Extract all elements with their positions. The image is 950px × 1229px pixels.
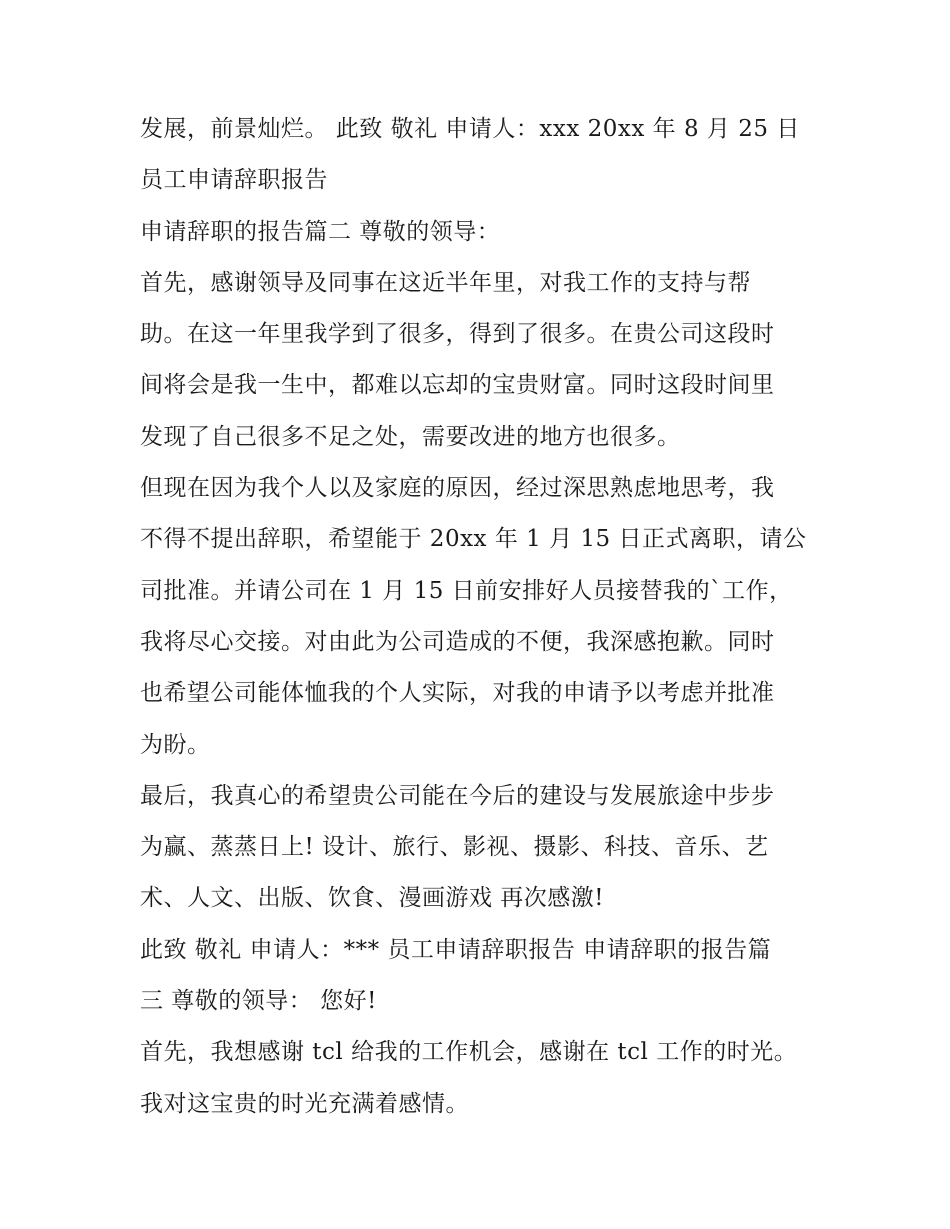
text-line: 发现了自己很多不足之处，需要改进的地方也很多。 bbox=[140, 423, 681, 450]
document-body bbox=[140, 104, 820, 1130]
text-line: 但现在因为我个人以及家庭的原因，经过深思熟虑地思考，我 bbox=[140, 475, 775, 502]
text-line: 申请辞职的报告篇二 尊敬的领导： bbox=[140, 218, 501, 245]
text-line: 首先，感谢领导及同事在这近半年里，对我工作的支持与帮 bbox=[140, 269, 751, 296]
text-line: 不得不提出辞职，希望能于 20xx 年 1 月 15 日正式离职，请公 bbox=[140, 526, 807, 553]
text-line: 助。在这一年里我学到了很多，得到了很多。在贵公司这段时 bbox=[140, 321, 775, 348]
text-line: 司批准。并请公司在 1 月 15 日前安排好人员接替我的`工作， bbox=[140, 577, 793, 604]
text-line: 我对这宝贵的时光充满着感情。 bbox=[140, 1090, 469, 1117]
text-line: 三 尊敬的领导： 您好! bbox=[140, 988, 377, 1015]
text-line: 员工申请辞职报告 bbox=[140, 167, 328, 194]
text-line: 术、人文、出版、饮食、漫画游戏 再次感激! bbox=[140, 885, 605, 912]
text-line: 间将会是我一生中，都难以忘却的宝贵财富。同时这段时间里 bbox=[140, 372, 775, 399]
text-line: 为盼。 bbox=[140, 731, 211, 758]
text-line: 最后，我真心的希望贵公司能在今后的建设与发展旅途中步步 bbox=[140, 782, 775, 809]
text-line: 发展，前景灿烂。 此致 敬礼 申请人：xxx 20xx 年 8 月 25 日 bbox=[140, 116, 800, 142]
text-line: 我将尽心交接。对由此为公司造成的不便，我深感抱歉。同时 bbox=[140, 628, 775, 655]
text-line: 也希望公司能体恤我的个人实际，对我的申请予以考虑并批准 bbox=[140, 680, 775, 707]
text-line: 为赢、蒸蒸日上! 设计、旅行、影视、摄影、科技、音乐、艺 bbox=[140, 834, 769, 861]
text-line: 此致 敬礼 申请人：*** 员工申请辞职报告 申请辞职的报告篇 bbox=[140, 936, 772, 963]
text-line: 首先，我想感谢 tcl 给我的工作机会，感谢在 tcl 工作的时光。 bbox=[140, 1039, 798, 1066]
